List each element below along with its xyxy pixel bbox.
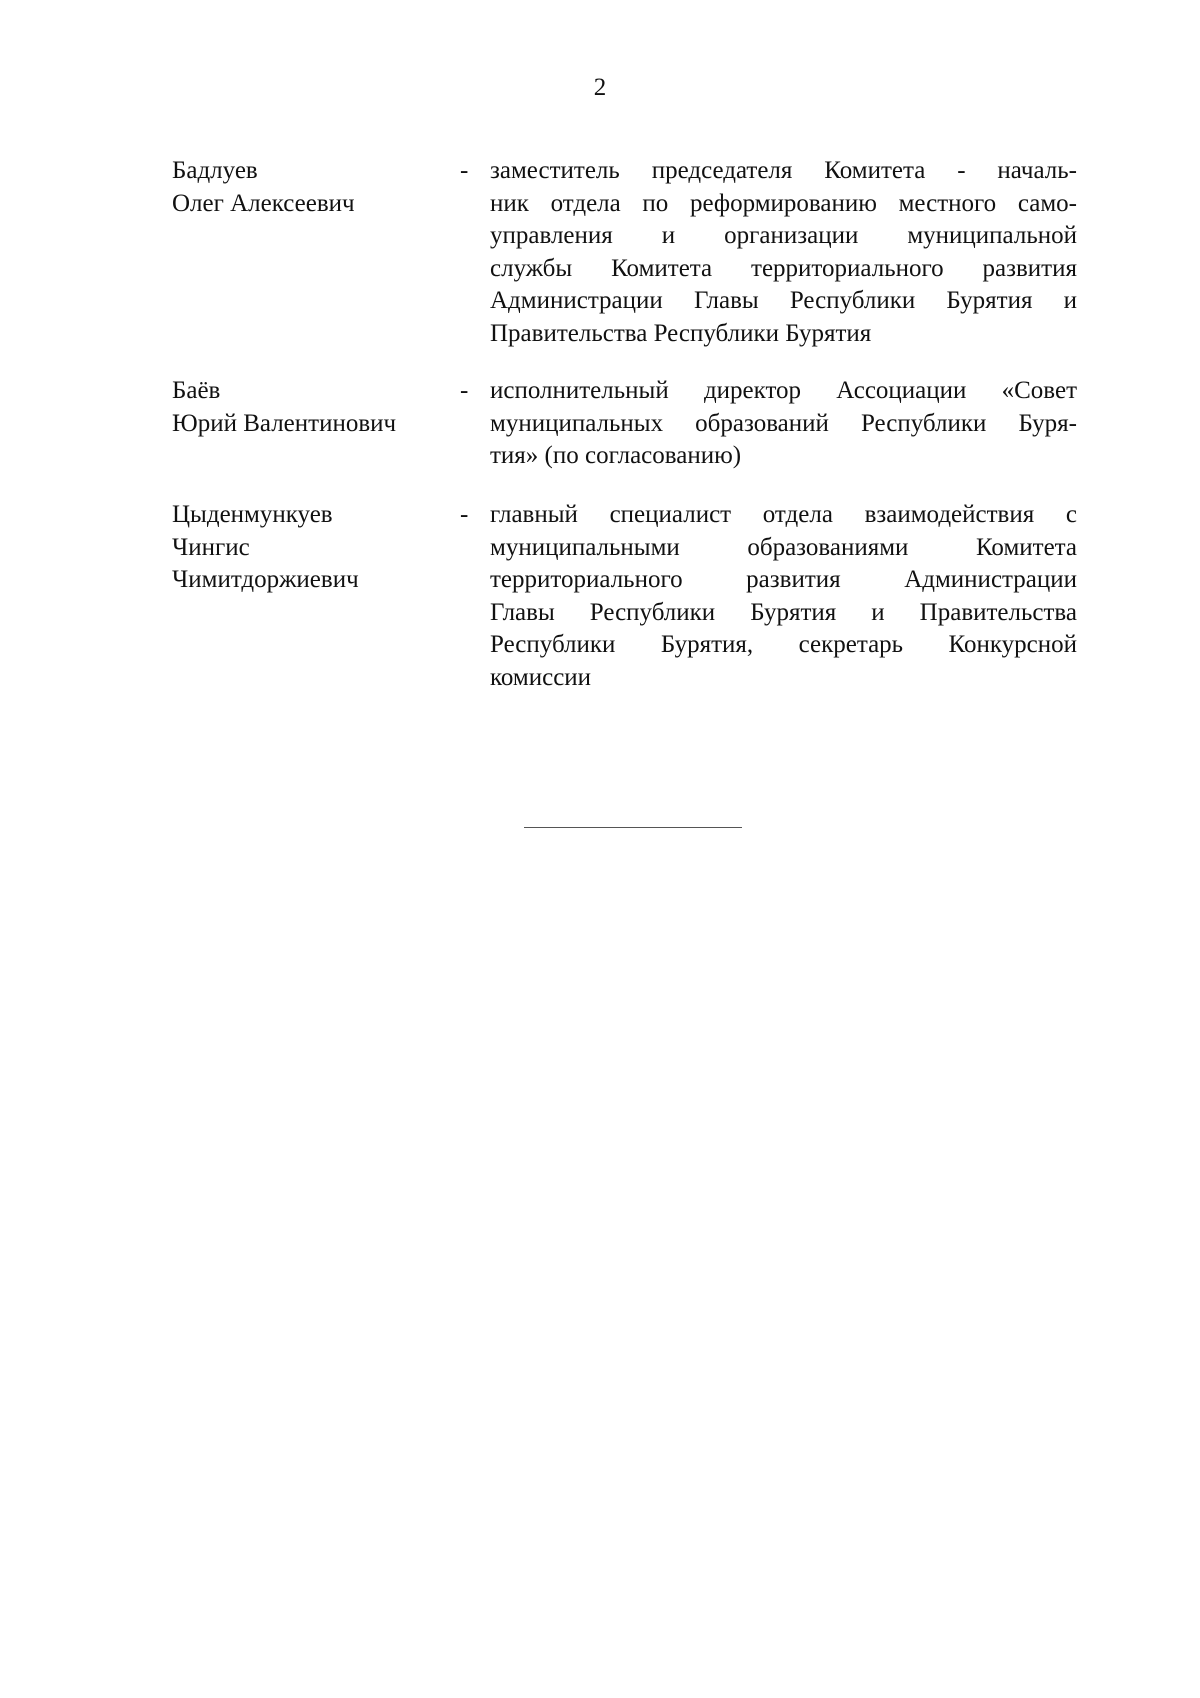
member-role-line: Главы Республики Бурятия и Правительства [490, 598, 1077, 626]
member-role-line: тия» (по согласованию) [490, 442, 742, 470]
member-role-line: муниципальных образований Республики Буря- [490, 409, 1077, 437]
end-of-list-rule [524, 827, 742, 828]
member-role-line: Республики Бурятия, секретарь Конкурсной [490, 631, 1077, 659]
member-given-names: Юрий Валентинович [172, 409, 397, 437]
member-role-line: ник отдела по реформированию местного само- [490, 189, 1077, 217]
member-separator: - [460, 501, 469, 528]
member-given-name: Чингис [172, 533, 250, 561]
member-name [172, 375, 452, 440]
member-role-line: главный специалист отдела взаимодействия с [490, 501, 1077, 528]
member-role [490, 499, 1077, 695]
member-role-line: заместитель председателя Комитета - началь- [490, 157, 1077, 184]
member-name [172, 499, 452, 597]
member-role-line: управления и организации муниципальной [490, 222, 1077, 250]
member-surname: Баёв [172, 377, 221, 404]
member-role-line: исполнительный директор Ассоциации «Совет [490, 377, 1077, 404]
member-name [172, 155, 452, 220]
member-separator: - [460, 157, 469, 184]
member-given-names: Олег Алексеевич [172, 189, 355, 217]
member-role-line: муниципальными образованиями Комитета [490, 533, 1077, 561]
member-role [490, 155, 1077, 351]
member-role-line: Правительства Республики Бурятия [490, 319, 872, 347]
commission-member-list [172, 155, 1077, 729]
member-entry [172, 155, 1077, 347]
page-number: 2 [593, 74, 607, 101]
member-role [490, 375, 1077, 473]
member-surname: Бадлуев [172, 157, 258, 184]
member-role-line: Администрации Главы Республики Бурятия и [490, 287, 1077, 315]
member-entry [172, 499, 1077, 689]
member-role-line: комиссии [490, 663, 592, 691]
member-entry [172, 375, 1077, 470]
member-patronymic: Чимитдоржиевич [172, 566, 359, 594]
member-surname: Цыденмункуев [172, 501, 333, 528]
member-role-line: службы Комитета территориального развития [490, 254, 1077, 282]
member-separator: - [460, 377, 469, 404]
member-role-line: территориального развития Администрации [490, 566, 1077, 594]
